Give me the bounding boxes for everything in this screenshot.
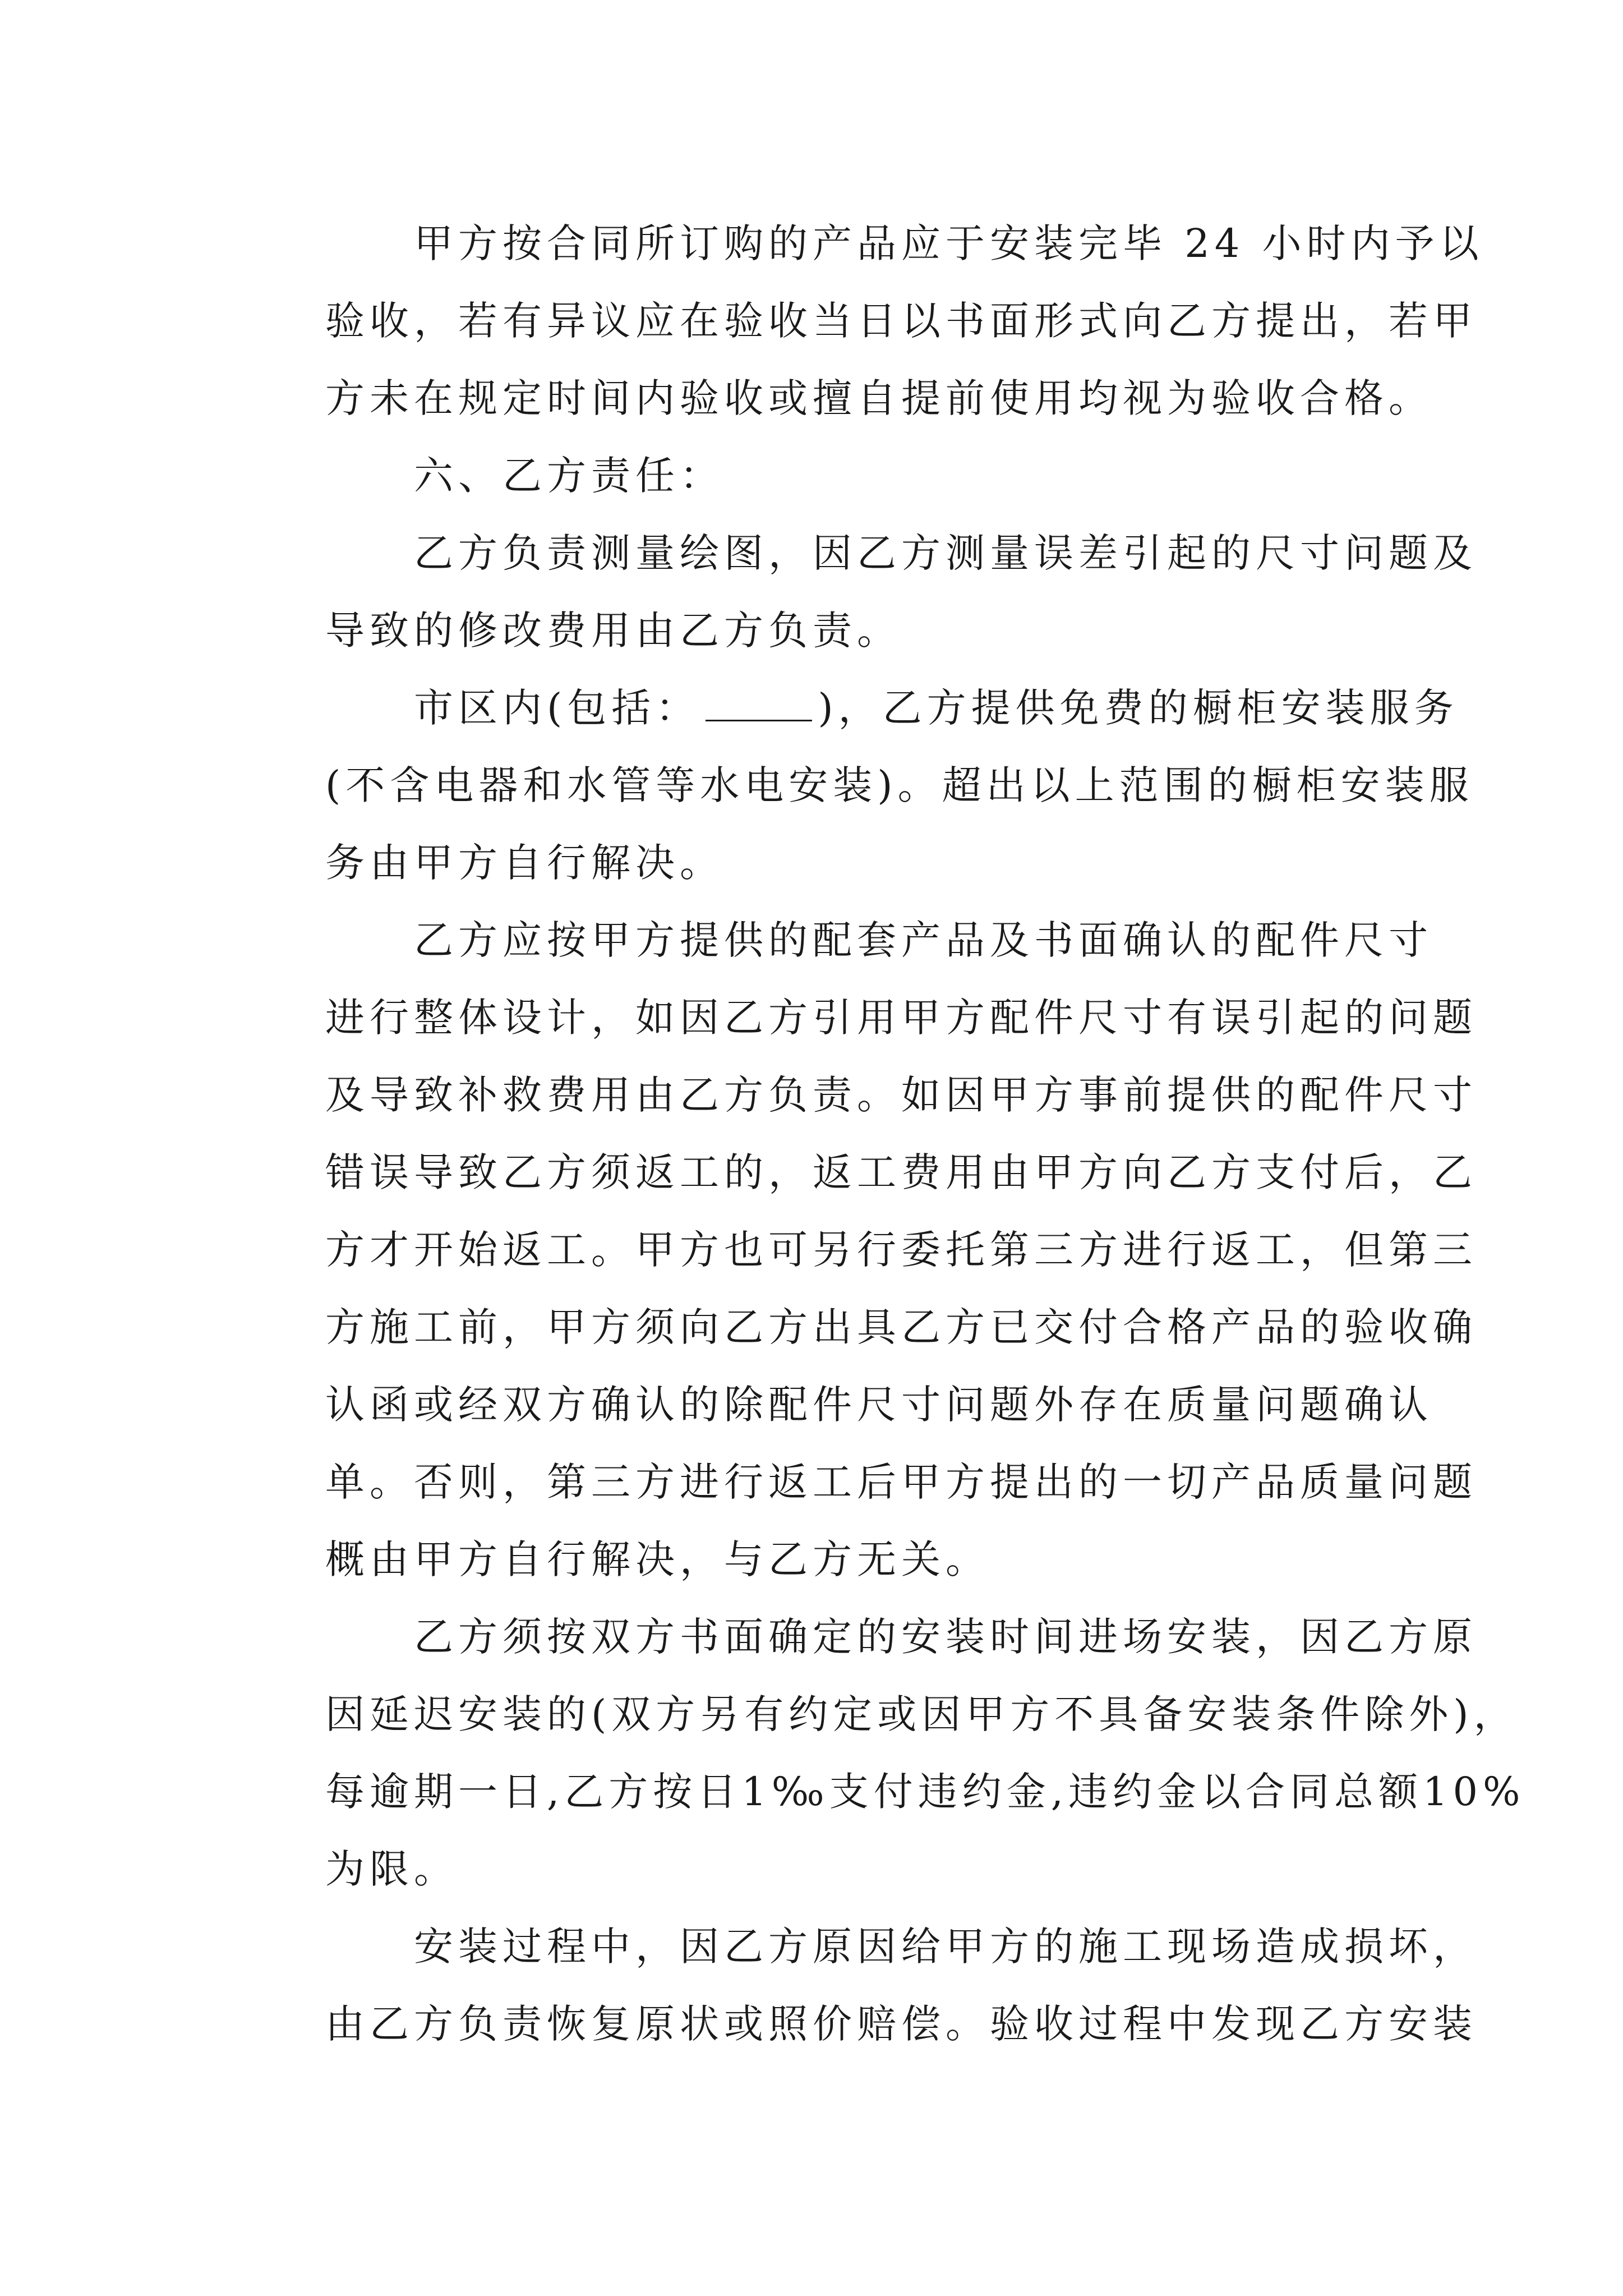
heading-text: 六、乙方责任： <box>414 453 724 499</box>
text-before-blank: 市区内(包括： <box>414 685 700 731</box>
text-line: 认函或经双方确认的除配件尺寸问题外存在质量问题确认 <box>325 1382 1433 1428</box>
text-line: 错误导致乙方须返工的，返工费用由甲方向乙方支付后，乙 <box>325 1149 1477 1195</box>
text-line: 验收，若有异议应在验收当日以书面形式向乙方提出，若甲 <box>325 298 1477 344</box>
text-line <box>247 669 1459 747</box>
text-line: 导致的修改费用由乙方负责。 <box>325 608 901 654</box>
text-line: 方才开始返工。甲方也可另行委托第三方进行返工，但第三 <box>325 1227 1477 1273</box>
text-line: 乙方须按双方书面确定的安装时间进场安装，因乙方原 <box>414 1614 1477 1660</box>
fill-in-blank <box>706 684 812 721</box>
text-line: 每逾期一日,乙方按日1‰支付违约金,违约金以合同总额10% <box>325 1769 1525 1815</box>
text-line: 由乙方负责恢复原状或照价赔偿。验收过程中发现乙方安装 <box>325 2001 1477 2047</box>
paragraph-measurement <box>247 514 1477 669</box>
paragraph-installation-scope <box>247 669 1474 901</box>
paragraph-acceptance <box>247 205 1484 437</box>
text-line: (不含电器和水管等水电安装)。超出以上范围的橱柜安装服 <box>325 762 1474 808</box>
text-line: 乙方应按甲方提供的配套产品及书面确认的配件尺寸 <box>414 917 1433 963</box>
text-line: 概由甲方自行解决，与乙方无关。 <box>325 1536 990 1582</box>
text-line: 方未在规定时间内验收或擅自提前使用均视为验收合格。 <box>325 375 1433 421</box>
text-line: 因延迟安装的(双方另有约定或因甲方不具备安装条件除外)， <box>325 1691 1518 1737</box>
text-line: 乙方负责测量绘图，因乙方测量误差引起的尺寸问题及 <box>414 530 1477 576</box>
text-line: 为限。 <box>325 1846 458 1892</box>
text-line: 方施工前，甲方须向乙方出具乙方已交付合格产品的验收确 <box>325 1304 1477 1350</box>
paragraph-design-responsibility <box>247 901 1477 1598</box>
text-line: 进行整体设计，如因乙方引用甲方配件尺寸有误引起的问题 <box>325 995 1477 1041</box>
paragraph-site-damage <box>247 1908 1477 2063</box>
paragraph-delay-penalty <box>247 1598 1525 1908</box>
text-line: 安装过程中，因乙方原因给甲方的施工现场造成损坏， <box>414 1924 1477 1970</box>
section-heading <box>247 437 1391 514</box>
text-line: 及导致补救费用由乙方负责。如因甲方事前提供的配件尺寸 <box>325 1072 1477 1118</box>
document-body <box>247 205 1525 2063</box>
text-line: 单。否则，第三方进行返工后甲方提出的一切产品质量问题 <box>325 1459 1477 1505</box>
text-line: 甲方按合同所订购的产品应于安装完毕 24 小时内予以 <box>414 220 1484 266</box>
text-line: 务由甲方自行解决。 <box>325 840 724 886</box>
text-after-blank: )，乙方提供免费的橱柜安装服务 <box>818 685 1459 731</box>
